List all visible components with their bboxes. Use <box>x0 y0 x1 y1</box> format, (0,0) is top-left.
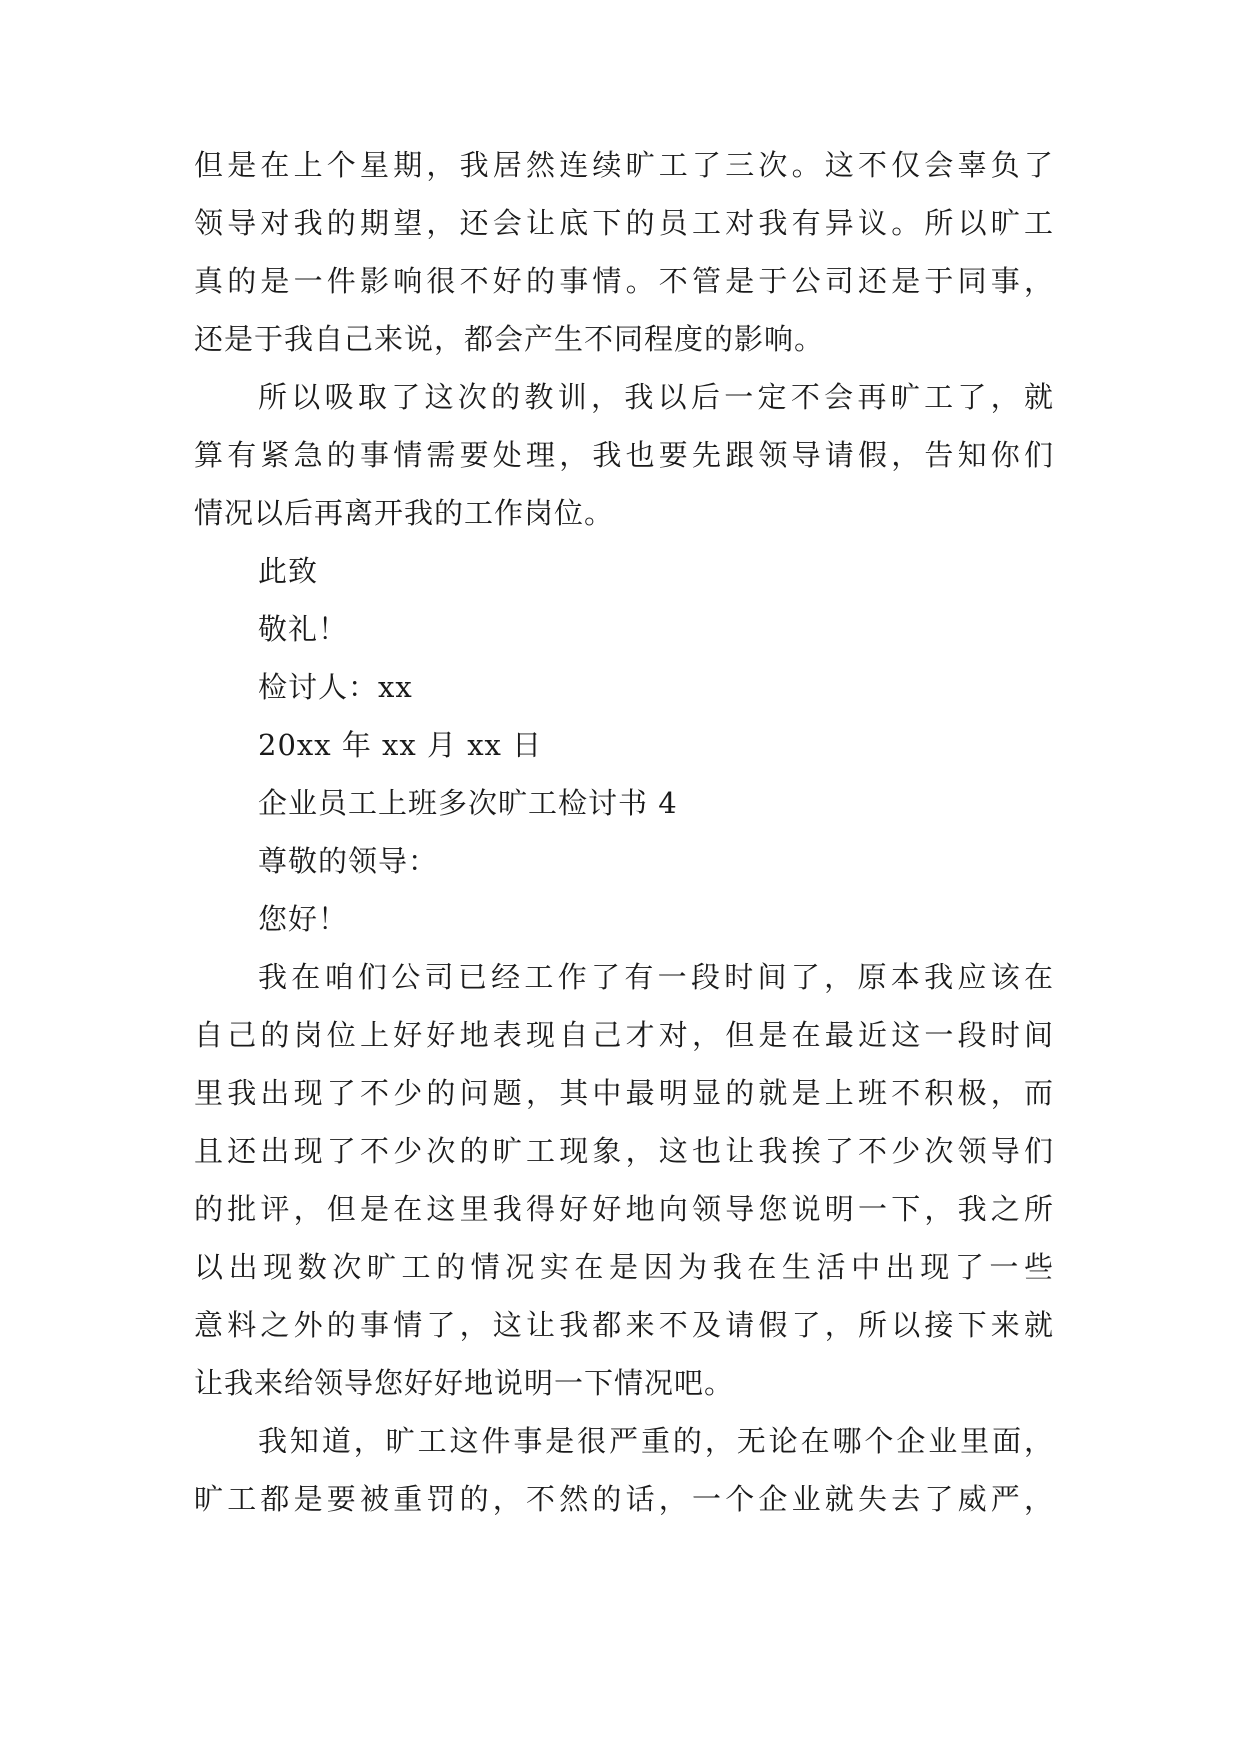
text-line: 但是在上个星期，我居然连续旷工了三次。这不仅会辜负了 <box>194 148 1054 182</box>
text-line: 旷工都是要被重罚的，不然的话，一个企业就失去了威严， <box>194 1482 1054 1516</box>
text-line: 里我出现了不少的问题，其中最明显的就是上班不积极，而 <box>194 1076 1054 1110</box>
closing-salutation: 此致 <box>258 554 319 588</box>
greeting-hello: 您好！ <box>258 902 349 936</box>
text-line: 情况以后再离开我的工作岗位。 <box>194 496 615 530</box>
greeting-addressee: 尊敬的领导： <box>258 844 439 878</box>
text-line: 算有紧急的事情需要处理，我也要先跟领导请假，告知你们 <box>194 438 1054 472</box>
text-line: 我在咱们公司已经工作了有一段时间了，原本我应该在 <box>258 960 1054 994</box>
text-line: 让我来给领导您好好地说明一下情况吧。 <box>194 1366 735 1400</box>
text-line: 自己的岗位上好好地表现自己才对，但是在最近这一段时间 <box>194 1018 1054 1052</box>
closing-regards: 敬礼！ <box>258 612 349 646</box>
signature-author: 检讨人：xx <box>258 670 413 704</box>
text-line: 且还出现了不少次的旷工现象，这也让我挨了不少次领导们 <box>194 1134 1054 1168</box>
text-line: 意料之外的事情了，这让我都来不及请假了，所以接下来就 <box>194 1308 1054 1342</box>
text-line: 我知道，旷工这件事是很严重的，无论在哪个企业里面， <box>258 1424 1054 1458</box>
section-title: 企业员工上班多次旷工检讨书 4 <box>258 786 678 820</box>
text-line: 的批评，但是在这里我得好好地向领导您说明一下，我之所 <box>194 1192 1054 1226</box>
signature-date: 20xx 年 xx 月 xx 日 <box>258 728 543 762</box>
text-line: 还是于我自己来说，都会产生不同程度的影响。 <box>194 322 825 356</box>
text-line: 领导对我的期望，还会让底下的员工对我有异议。所以旷工 <box>194 206 1054 240</box>
text-line: 以出现数次旷工的情况实在是因为我在生活中出现了一些 <box>194 1250 1054 1284</box>
text-line: 真的是一件影响很不好的事情。不管是于公司还是于同事， <box>194 264 1054 298</box>
text-line: 所以吸取了这次的教训，我以后一定不会再旷工了，就 <box>258 380 1054 414</box>
